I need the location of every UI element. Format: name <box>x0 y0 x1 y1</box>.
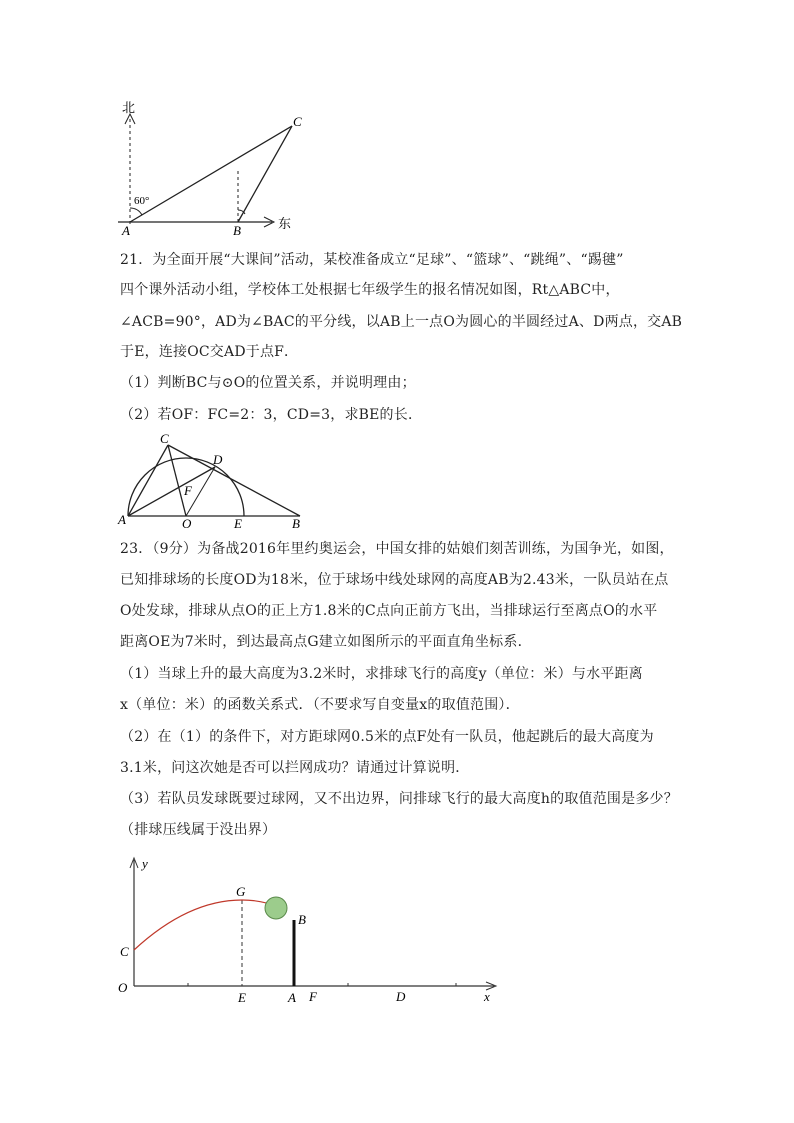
north-label: 北 <box>122 100 136 115</box>
segment-ad <box>128 467 215 516</box>
point-b3-label: B <box>298 912 306 927</box>
point-a2-label: A <box>118 512 126 527</box>
segment-bc <box>238 126 292 222</box>
q23-line-4: 距离OE为7米时，到达最高点G建立如图所示的平面直角坐标系． <box>120 634 532 650</box>
segment-cb <box>168 445 300 516</box>
volleyball-ball <box>265 897 287 919</box>
x-axis-label: x <box>484 989 490 1004</box>
q21-line-1: 21．为全面开展“大课间”活动，某校准备成立“足球”、“篮球”、“跳绳”、“踢毽” <box>120 252 624 268</box>
angle-arc-a <box>130 208 142 215</box>
q23-line-10: （排球压线属于没出界） <box>120 822 277 838</box>
q21-line-2: 四个课外活动小组，学校体工处根据七年级学生的报名情况如图，Rt△ABC中， <box>120 282 620 298</box>
figure-semicircle <box>116 430 306 530</box>
point-o3-label: O <box>118 980 128 995</box>
figure-bearing <box>112 96 312 236</box>
q23-line-5: （1）当球上升的最大高度为3.2米时，求排球飞行的高度y（单位：米）与水平距离 <box>120 666 643 682</box>
q23-line-9: （3）若队员发球既要过球网，又不出边界，问排球飞行的最大高度h的取值范围是多少？ <box>120 791 678 807</box>
q21-line-6: （2）若OF：FC=2：3，CD=3，求BE的长． <box>120 407 423 423</box>
point-c3-label: C <box>120 944 129 959</box>
q23-line-6: x（单位：米）的函数关系式．（不要求写自变量x的取值范围）． <box>120 697 520 713</box>
q23-line-8: 3.1米，问这次她是否可以拦网成功？请通过计算说明． <box>120 760 470 776</box>
trajectory-curve <box>134 900 278 950</box>
q23-line-2: 已知排球场的长度OD为18米，位于球场中线处球网的高度AB为2.43米，一队员站在点 <box>120 572 669 588</box>
q23-line-1: 23．（9分）为备战2016年里约奥运会，中国女排的姑娘们刻苦训练，为国争光，如图， <box>120 541 674 557</box>
segment-oc <box>168 445 186 516</box>
q23-line-7: （2）在（1）的条件下，对方距球网0.5米的点F处有一队员，他起跳后的最大高度为 <box>120 729 654 745</box>
q21-line-5: （1）判断BC与⊙O的位置关系，并说明理由； <box>120 375 416 391</box>
angle-60-label: 60° <box>134 195 150 207</box>
point-c-label: C <box>293 114 302 129</box>
y-axis-label: y <box>142 856 148 871</box>
point-e3-label: E <box>238 990 246 1005</box>
east-label: 东 <box>278 216 292 231</box>
figure-volleyball <box>112 852 502 1010</box>
point-d3-label: D <box>396 989 406 1004</box>
point-b2-label: B <box>292 516 300 530</box>
point-f3-label: F <box>309 989 317 1004</box>
q23-line-3: O处发球，排球从点O的正上方1.8米的C点向正前方飞出，当排球运行至离点O的水平 <box>120 603 658 619</box>
point-g3-label: G <box>236 884 246 899</box>
point-b-label: B <box>233 223 241 236</box>
point-d2-label: D <box>213 452 223 467</box>
point-a-label: A <box>122 223 130 236</box>
point-o2-label: O <box>182 516 192 530</box>
q21-line-3: ∠ACB=90°，AD为∠BAC的平分线，以AB上一点O为圆心的半圆经过A、D两点，交AB <box>120 314 683 330</box>
point-c2-label: C <box>160 431 169 446</box>
point-a3-label: A <box>288 990 296 1005</box>
point-e2-label: E <box>234 516 242 530</box>
segment-ac <box>130 126 292 222</box>
point-f2-label: F <box>184 483 192 498</box>
q21-line-4: 于E，连接OC交AD于点F． <box>120 344 299 360</box>
